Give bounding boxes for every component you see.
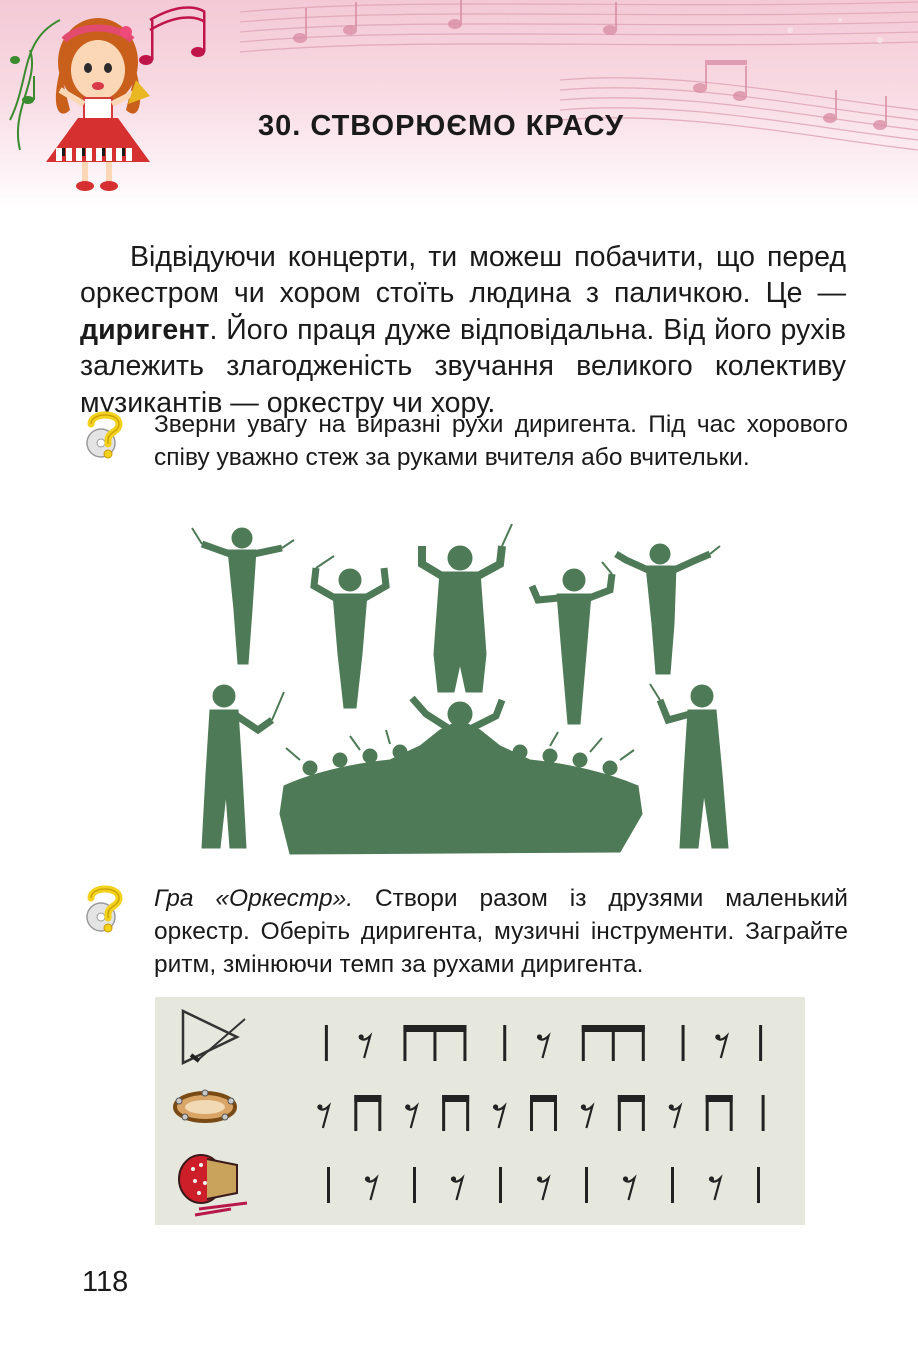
eighth-note-beam	[618, 1095, 645, 1102]
question-disc-icon	[82, 884, 128, 934]
intro-text-start: Відвідуючи концерти, ти можеш побачити, що перед оркестром чи хором стоїть людина з паличкою. Це —	[80, 240, 846, 309]
lesson-title: 30. СТВОРЮЄМО КРАСУ	[258, 110, 625, 142]
task-text: Зверни увагу на виразні рухи диригента. Під час хорового співу уважно стеж за руками вчителя або вчительки.	[154, 411, 848, 471]
eighth-note-beam	[442, 1095, 469, 1102]
game-instructions: Створи разом із друзями маленький оркестр. Оберіть диригента, музичні інструменти. Заграйте ритм, змінюючи темп за рухами диригента.	[154, 885, 848, 978]
conductor-silhouette-6	[202, 685, 284, 848]
conductor-silhouette-1	[192, 528, 294, 664]
eighth-rest-dot	[359, 1034, 364, 1039]
eighth-note-beam	[530, 1095, 557, 1102]
eighth-rest-dot	[537, 1176, 542, 1181]
triplet-beam	[403, 1025, 466, 1032]
eighth-rest-dot	[623, 1176, 628, 1181]
eighth-note-beam	[354, 1095, 381, 1102]
eighth-rest-dot	[669, 1104, 674, 1109]
quarter-note-stem	[499, 1167, 502, 1203]
quarter-note-stem	[413, 1167, 416, 1203]
eighth-rest-dot	[493, 1104, 498, 1109]
orchestra-silhouette	[280, 698, 642, 854]
tambourine-icon	[175, 1090, 235, 1121]
eighth-rest-dot	[317, 1104, 322, 1109]
rhythm-score-panel	[155, 997, 805, 1225]
eighth-rest-dot	[715, 1034, 720, 1039]
task-orchestra-game	[82, 882, 848, 981]
quarter-note-stem	[757, 1167, 760, 1203]
eighth-rest-dot	[581, 1104, 586, 1109]
conductor-silhouette-4	[532, 562, 612, 724]
drum-icon	[179, 1155, 247, 1215]
conductor-silhouette-7	[650, 684, 728, 848]
intro-term: диригент	[80, 313, 210, 346]
conductor-silhouette-2	[314, 556, 386, 708]
conductor-silhouette-3	[422, 524, 512, 692]
quarter-note-stem	[682, 1025, 685, 1061]
question-disc-icon	[82, 410, 128, 460]
task-text	[154, 882, 848, 981]
page-number: 118	[82, 1266, 129, 1298]
triplet-beam	[582, 1025, 645, 1032]
quarter-note-stem	[585, 1167, 588, 1203]
quarter-note-stem	[671, 1167, 674, 1203]
game-title: Гра «Оркестр».	[154, 885, 354, 912]
eighth-rest-dot	[451, 1176, 456, 1181]
conductor-silhouette-5	[616, 544, 720, 674]
quarter-note-stem	[327, 1167, 330, 1203]
triangle-icon	[183, 1011, 245, 1063]
eighth-rest-dot	[537, 1034, 542, 1039]
intro-paragraph	[80, 239, 846, 422]
header-banner	[0, 0, 918, 210]
eighth-rest-dot	[709, 1176, 714, 1181]
eighth-rest-dot	[405, 1104, 410, 1109]
conductors-silhouettes-illustration	[190, 524, 738, 858]
quarter-note-stem	[325, 1025, 328, 1061]
quarter-note-stem	[762, 1095, 765, 1131]
singing-girl-mascot	[0, 0, 230, 200]
intro-text-end: . Його праця дуже відповідальна. Від його рухів залежить злагодженість звучання великого колективу музикантів — оркестру чи хору.	[80, 313, 846, 419]
task-conductor-gestures	[82, 408, 848, 474]
quarter-note-stem	[759, 1025, 762, 1061]
quarter-note-stem	[503, 1025, 506, 1061]
eighth-rest-dot	[365, 1176, 370, 1181]
eighth-note-beam	[706, 1095, 733, 1102]
rhythm-score	[155, 997, 805, 1225]
